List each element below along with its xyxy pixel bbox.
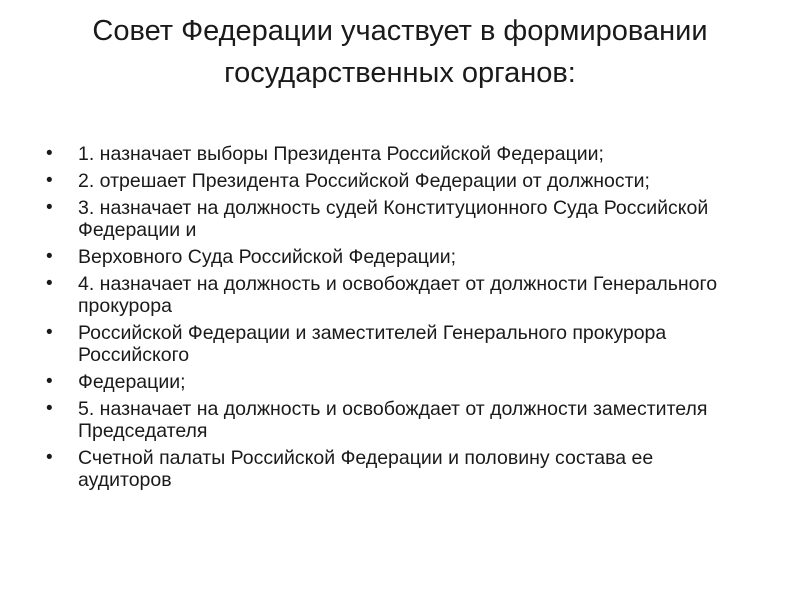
list-item xyxy=(46,170,746,192)
bullet-icon: • xyxy=(46,371,53,392)
list-item-text: 1. назначает выборы Президента Российской Федерации; xyxy=(78,143,604,165)
list-item-text: Федерации; xyxy=(78,371,186,393)
list-item-text: Верховного Суда Российской Федерации; xyxy=(78,246,457,268)
list-item xyxy=(46,273,746,317)
list-item xyxy=(46,143,746,165)
bullet-icon: • xyxy=(46,322,53,343)
list-item xyxy=(46,398,746,442)
list-item xyxy=(46,322,746,366)
list-item-text: 4. назначает на должность и освобождает от должности Генерального прокурора xyxy=(78,273,718,317)
list-item xyxy=(46,246,746,268)
bullet-list xyxy=(46,143,746,496)
slide-title: Совет Федерации участвует в формировании государственных органов: xyxy=(92,15,708,89)
list-item-text: 2. отрешает Президента Российской Федерации от должности; xyxy=(78,170,650,192)
bullet-icon: • xyxy=(46,447,53,468)
list-item xyxy=(46,371,746,393)
bullet-icon: • xyxy=(46,197,53,218)
bullet-icon: • xyxy=(46,273,53,294)
list-item-text: 5. назначает на должность и освобождает от должности заместителя Председателя xyxy=(78,398,708,442)
bullet-icon: • xyxy=(46,246,53,267)
bullet-icon: • xyxy=(46,170,53,191)
list-item-text: Счетной палаты Российской Федерации и половину состава ее аудиторов xyxy=(78,447,654,491)
bullet-icon: • xyxy=(46,398,53,419)
list-item-text: Российской Федерации и заместителей Генерального прокурора Российского xyxy=(78,322,667,366)
list-item xyxy=(46,197,746,241)
list-item-text: 3. назначает на должность судей Конституционного Суда Российской Федерации и xyxy=(78,197,709,241)
list-item xyxy=(46,447,746,491)
bullet-icon: • xyxy=(46,143,53,164)
